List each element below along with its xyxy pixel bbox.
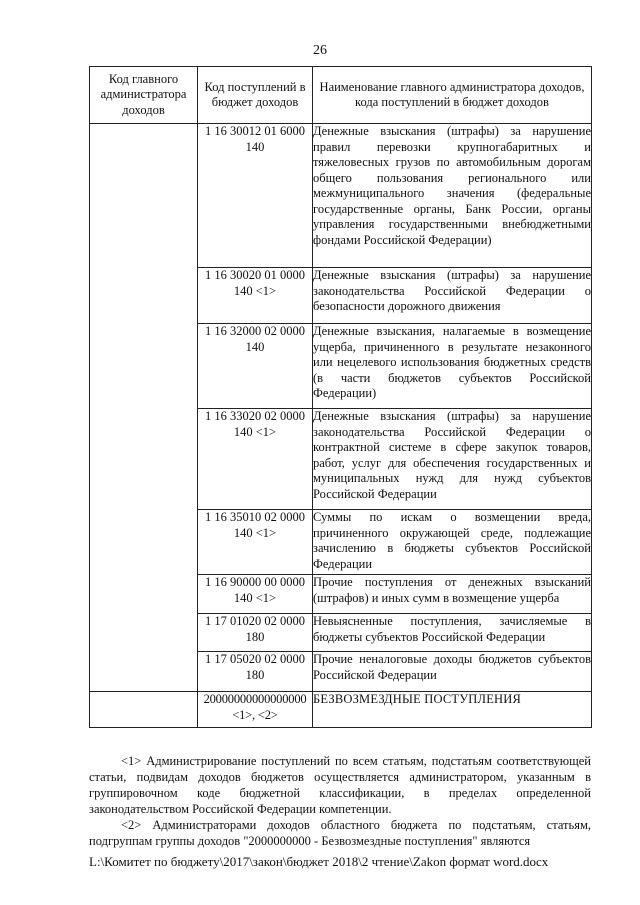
table-row [90, 692, 592, 728]
revenue-code-cell: 1 17 01020 02 0000 180 [198, 614, 313, 652]
revenue-code-cell: 1 16 35010 02 0000 140 <1> [198, 510, 313, 575]
revenue-name-cell: Денежные взыскания (штрафы) за нарушение законодательства Российской Федерации о контрактной системе в сфере закупок товаров, работ, услуг для обеспечения государственных и муниципальных нужд для нужд субъектов Российской Федерации [313, 409, 592, 510]
revenue-name-cell: Невыясненные поступления, зачисляемые в бюджеты субъектов Российской Федерации [313, 614, 592, 652]
revenue-code-cell: 1 16 32000 02 0000 140 [198, 324, 313, 409]
document-file-path: L:\Комитет по бюджету\2017\закон\бюджет 2018\2 чтение\Zakon формат word.docx [89, 854, 549, 869]
revenue-name-cell: Суммы по искам о возмещении вреда, причиненного окружающей среде, подлежащие зачислению в бюджеты субъектов Российской Федерации [313, 510, 592, 575]
revenue-code-cell: 1 16 30012 01 6000 140 [198, 124, 313, 268]
admin-code-cell [90, 124, 198, 692]
revenue-code-cell: 1 17 05020 02 0000 180 [198, 652, 313, 692]
header-admin-code: Код главного администратора доходов [90, 67, 198, 124]
footnote-2: <2> Администраторами доходов областного бюджета по подстатьям, статьям, подгруппам группы доходов "2000000000 - Безвозмездные поступления" являются [89, 818, 591, 848]
admin-code-cell [90, 692, 198, 728]
revenue-code-cell: 1 16 30020 01 0000 140 <1> [198, 268, 313, 324]
revenue-codes-table [89, 66, 592, 728]
table-row [90, 124, 592, 268]
revenue-code-cell: 1 16 33020 02 0000 140 <1> [198, 409, 313, 510]
revenue-name-cell: БЕЗВОЗМЕЗДНЫЕ ПОСТУПЛЕНИЯ [313, 692, 592, 728]
revenue-name-cell: Прочие неналоговые доходы бюджетов субъектов Российской Федерации [313, 652, 592, 692]
revenue-code-cell: 20000000000000000 <1>, <2> [198, 692, 313, 728]
revenue-name-cell: Денежные взыскания (штрафы) за нарушение правил перевозки крупногабаритных и тяжеловесных грузов по автомобильным дорогам общего пользования регионального или межмуниципального значения (федеральные государственные органы, Банк России, органы управления государственными внебюджетными фондами Российской Федерации) [313, 124, 592, 268]
header-name: Наименование главного администратора доходов, кода поступлений в бюджет доходов [313, 67, 592, 124]
footnote-1: <1> Администрирование поступлений по всем статьям, подстатьям соответствующей статьи, подвидам доходов бюджетов осуществляется администратором, указанным в группировочном коде бюджетной классификации, в пределах определенной законодательством Российской Федерации компетенции. [89, 754, 591, 816]
page-number: 26 [313, 43, 327, 58]
revenue-code-cell: 1 16 90000 00 0000 140 <1> [198, 575, 313, 614]
revenue-name-cell: Денежные взыскания (штрафы) за нарушение законодательства Российской Федерации о безопасности дорожного движения [313, 268, 592, 324]
table-header-row [90, 67, 592, 124]
revenue-name-cell: Прочие поступления от денежных взысканий (штрафов) и иных сумм в возмещение ущерба [313, 575, 592, 614]
revenue-name-cell: Денежные взыскания, налагаемые в возмещение ущерба, причиненного в результате незаконного или нецелевого использования бюджетных средств (в части бюджетов субъектов Российской Федерации) [313, 324, 592, 409]
header-revenue-code: Код поступлений в бюджет доходов [198, 67, 313, 124]
footnotes [89, 753, 591, 849]
